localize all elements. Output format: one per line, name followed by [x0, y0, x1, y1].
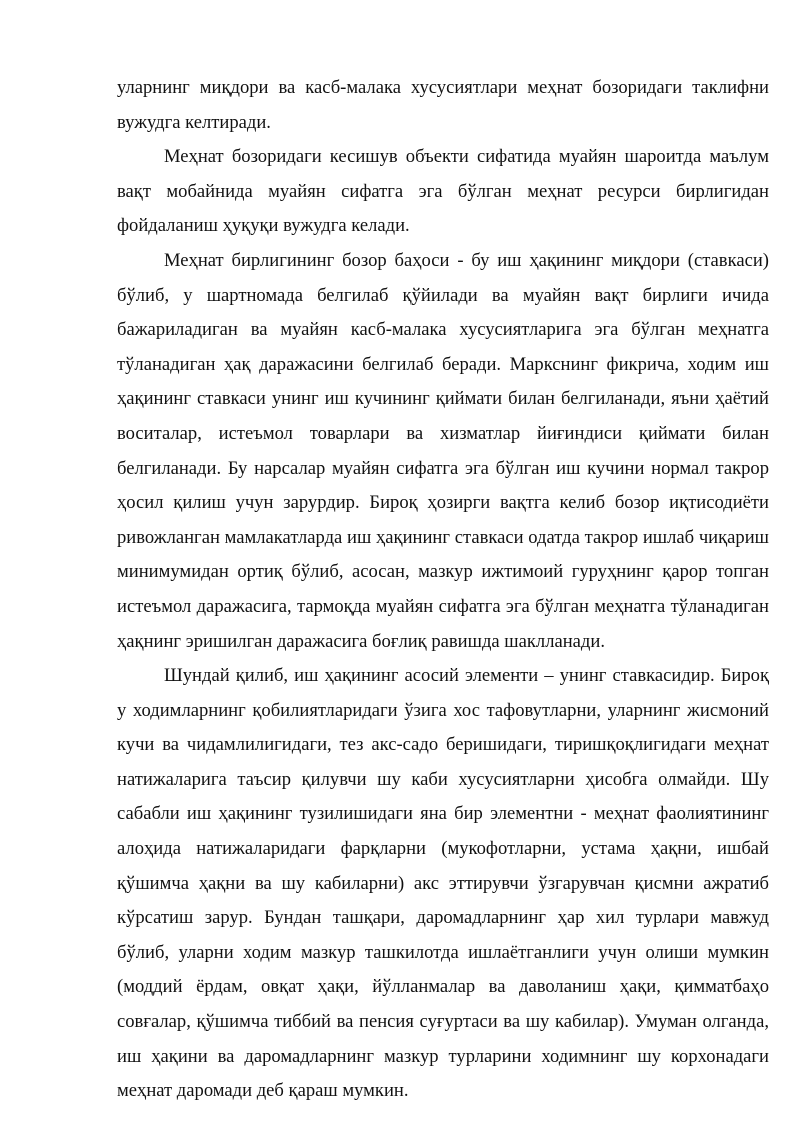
paragraph-wage-rate: Меҳнат бирлигининг бозор баҳоси - бу иш ҳақининг миқдори (ставкаси) бўлиб, у шартномада белгилаб қўйилади ва муайян вақт бирлиги ичида бажариладиган ва муайян касб-малака хусусиятларига эга бўлган меҳнатга тўланадиган ҳақ даражасини белгилаб беради. Маркснинг фикрича, ходим иш ҳақининг ставкаси унинг иш кучининг қиймати билан белгиланади, яъни ҳаётий воситалар, истеъмол товарлари ва хизматлар йиғиндиси қиймати билан белгиланади. Бу нарсалар муайян сифатга эга бўлган иш кучини нормал такрор ҳосил қилиш учун зарурдир. Бироқ ҳозирги вақтга келиб бозор иқтисодиёти ривожланган мамлакатларда иш ҳақининг ставкаси одатда такрор ишлаб чиқариш минимумидан ортиқ бўлиб, асосан, мазкур ижтимоий гуруҳнинг қарор топган истеъмол даражасига, тармоқда муайян сифатга эга бўлган меҳнатга тўланадиган ҳақнинг эришилган даражасига боғлиқ равишда шаклланади.: [117, 249, 769, 652]
paragraph-wage-elements: Шундай қилиб, иш ҳақининг асосий элементи – унинг ставкасидир. Бироқ у ходимларнинг қобилиятларидаги ўзига хос тафовутларни, уларнинг жисмоний кучи ва чидамлилигидаги, тез акс-садо беришидаги, тиришқоқлигидаги меҳнат натижаларига таъсир қилувчи шу каби хусусиятларни ҳисобга олмайди. Шу сабабли иш ҳақининг тузилишидаги яна бир элементни - меҳнат фаолиятининг алоҳида натижаларидаги фарқларни (мукофотларни, устама ҳақни, ишбай қўшимча ҳақни ва шу кабиларни) акс эттирувчи ўзгарувчан қисмни ажратиб кўрсатиш зарур. Бундан ташқари, даромадларнинг ҳар хил турлари мавжуд бўлиб, уларни ходим мазкур ташкилотда ишлаётганлиги учун олиши мумкин (моддий ёрдам, овқат ҳақи, йўлланмалар ва даволаниш ҳақи, қимматбаҳо совғалар, қўшимча тиббий ва пенсия суғуртаси ва шу кабилар). Умуман олганда, иш ҳақини ва даромадларнинг мазкур турларини ходимнинг шу корхонадаги меҳнат даромади деб қараш мумкин.: [117, 665, 769, 1102]
document-page: [117, 71, 769, 1109]
paragraph-crossing-object: Меҳнат бозоридаги кесишув объекти сифатида муайян шароитда маълум вақт мобайнида муайян сифатга эга бўлган меҳнат ресурси бирлигидан фойдаланиш ҳуқуқи вужудга келади.: [117, 146, 769, 237]
paragraph-continuation: уларнинг миқдори ва касб-малака хусусиятлари меҳнат бозоридаги таклифни вужудга келтиради.: [117, 77, 769, 133]
